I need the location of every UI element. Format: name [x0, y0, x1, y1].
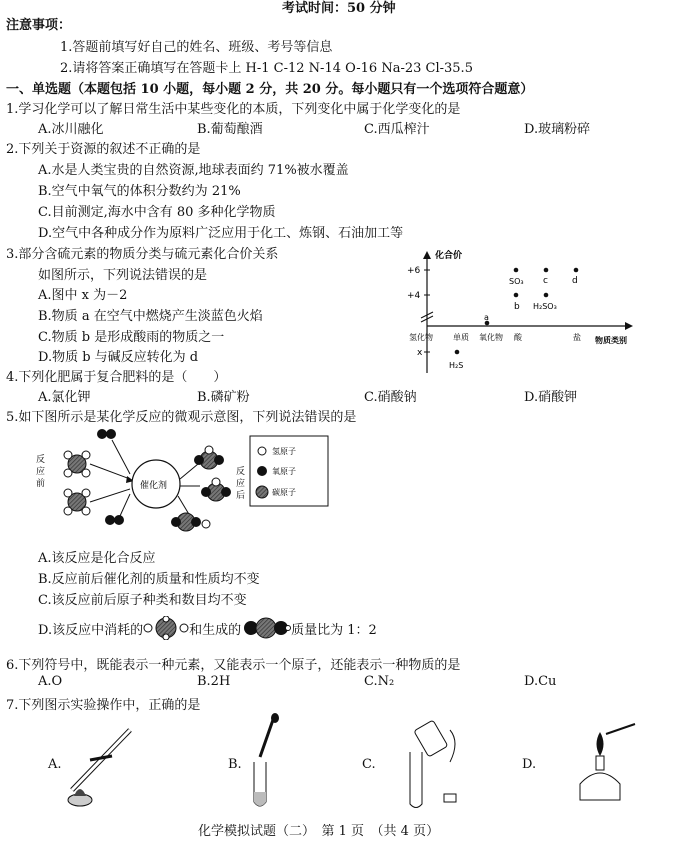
- y-tick-x: x: [417, 348, 423, 358]
- point-h2s: [455, 350, 460, 355]
- q7-option-d: D.: [522, 757, 537, 772]
- exam-time: 考试时间：50 分钟: [282, 1, 396, 16]
- q2-stem: 2.下列关于资源的叙述不正确的是: [6, 142, 201, 157]
- q5-option-a: A.该反应是化合反应: [38, 551, 156, 566]
- q6-option-b: B.2H: [197, 674, 231, 689]
- q5-option-d: D.该反应中消耗的 和生成的 质量比为 1：2: [38, 616, 377, 640]
- y-axis-title: 化合价: [435, 251, 463, 261]
- q7-option-c: C.: [362, 757, 376, 772]
- point-d: [574, 268, 579, 273]
- q3-stem-1: 3.部分含硫元素的物质分类与硫元素化合价关系: [6, 247, 279, 262]
- category-element: 单质: [453, 333, 469, 342]
- q6-option-d: D.Cu: [524, 674, 557, 689]
- category-oxide: 氧化物: [479, 333, 503, 342]
- molecule-before-1: [64, 451, 90, 477]
- after-label-2: 应: [236, 479, 246, 489]
- category-salt: 盐: [573, 333, 581, 342]
- valence-category-graph: [405, 248, 660, 378]
- before-label-1: 反: [36, 455, 46, 465]
- svg-text:SO₃: SO₃: [509, 277, 524, 286]
- molecule-after-2: [201, 478, 231, 501]
- q3-option-b: B.物质 a 在空气中燃烧产生淡蓝色火焰: [38, 309, 263, 324]
- q5-stem: 5.如下图所示是某化学反应的微观示意图，下列说法错误的是: [6, 410, 357, 425]
- reaction-micro-diagram: [30, 424, 350, 544]
- dropper-test-tube-image: [238, 712, 288, 812]
- svg-text:a: a: [484, 313, 489, 322]
- legend-oxygen: 氧原子: [272, 467, 296, 476]
- molecule-o2-bottom: [105, 515, 124, 525]
- point-so3: [514, 268, 519, 273]
- pouring-liquid-image: [390, 712, 470, 812]
- q3-stem-2: 如图所示，下列说法错误的是: [38, 268, 208, 283]
- heating-test-tube-image: [60, 712, 140, 812]
- q2-option-c: C.目前测定,海水中含有 80 多种化学物质: [38, 205, 276, 220]
- alcohol-lamp-image: [560, 712, 640, 812]
- molecule-after-3: [171, 513, 210, 531]
- q7-option-a: A.: [48, 757, 62, 772]
- category-hydride: 氢化物: [409, 333, 433, 342]
- notice-item-2: 2.请将答案正确填写在答题卡上 H-1 C-12 N-14 O-16 Na-23 Cl-35.5: [60, 61, 473, 76]
- molecule-after-1: [194, 446, 224, 469]
- catalyst-label: 催化剂: [140, 481, 168, 491]
- y-tick-plus6: +6: [407, 266, 421, 276]
- notice-title: 注意事项：: [6, 18, 72, 33]
- x-axis-title: 物质类别: [595, 336, 627, 345]
- q1-option-d: D.玻璃粉碎: [524, 122, 591, 137]
- after-label-3: 后: [236, 491, 246, 501]
- q4-option-d: D.硝酸钾: [524, 390, 578, 405]
- before-label-2: 应: [36, 467, 46, 477]
- point-c: [544, 268, 549, 273]
- notice-item-1: 1.答题前填写好自己的姓名、班级、考号等信息: [60, 40, 333, 55]
- before-label-3: 前: [36, 479, 46, 489]
- legend-carbon: 碳原子: [272, 488, 296, 497]
- q5-option-c: C.该反应前后原子种类和数目均不变: [38, 593, 247, 608]
- after-label-1: 反: [236, 467, 246, 477]
- category-acid: 酸: [514, 333, 522, 342]
- q1-option-b: B.葡萄酿酒: [197, 122, 263, 137]
- point-b: [514, 293, 519, 298]
- q1-stem: 1.学习化学可以了解日常生活中某些变化的本质，下列变化中属于化学变化的是: [6, 102, 461, 117]
- page-footer: 化学模拟试题（二） 第 1 页 （共 4 页）: [198, 824, 440, 839]
- svg-text:d: d: [572, 276, 578, 286]
- q4-option-c: C.硝酸钠: [364, 390, 417, 405]
- q2-option-d: D.空气中各种成分作为原料广泛应用于化工、炼钢、石油加工等: [38, 226, 404, 241]
- section-title: 一、单选题（本题包括 10 小题，每小题 2 分，共 20 分。每小题只有一个选项符合题意）: [6, 82, 534, 97]
- svg-text:b: b: [514, 302, 520, 312]
- point-h2so3: [544, 293, 549, 298]
- q3-option-a: A.图中 x 为－2: [38, 288, 128, 303]
- legend-hydrogen: 氢原子: [272, 447, 296, 456]
- q6-option-a: A.O: [38, 674, 63, 689]
- q4-option-a: A.氯化钾: [38, 390, 91, 405]
- q7-option-b: B.: [228, 757, 242, 772]
- q2-option-a: A.水是人类宝贵的自然资源,地球表面约 71%被水覆盖: [38, 163, 349, 178]
- y-tick-plus4: +4: [407, 291, 421, 301]
- q3-option-c: C.物质 b 是形成酸雨的物质之一: [38, 330, 225, 345]
- q3-option-d: D.物质 b 与碱反应转化为 d: [38, 350, 199, 365]
- q6-stem: 6.下列符号中，既能表示一种元素，又能表示一个原子，还能表示一种物质的是: [6, 658, 461, 673]
- q4-stem: 4.下列化肥属于复合肥料的是（ ）: [6, 370, 227, 385]
- q2-option-b: B.空气中氧气的体积分数约为 21%: [38, 184, 241, 199]
- produced-molecule-icon: [241, 616, 291, 640]
- q6-option-c: C.N₂: [364, 674, 395, 689]
- q7-stem: 7.下列图示实验操作中，正确的是: [6, 698, 201, 713]
- svg-text:H₂S: H₂S: [449, 361, 464, 370]
- q5-option-b: B.反应前后催化剂的质量和性质均不变: [38, 572, 260, 587]
- q1-option-c: C.西瓜榨汁: [364, 122, 430, 137]
- consumed-molecule-icon: [143, 616, 189, 640]
- molecule-before-2: [64, 489, 90, 515]
- svg-text:H₂SO₃: H₂SO₃: [533, 302, 557, 311]
- svg-text:c: c: [543, 276, 548, 286]
- q4-option-b: B.磷矿粉: [197, 390, 250, 405]
- q1-option-a: A.冰川融化: [38, 122, 104, 137]
- molecule-o2-top: [97, 429, 116, 439]
